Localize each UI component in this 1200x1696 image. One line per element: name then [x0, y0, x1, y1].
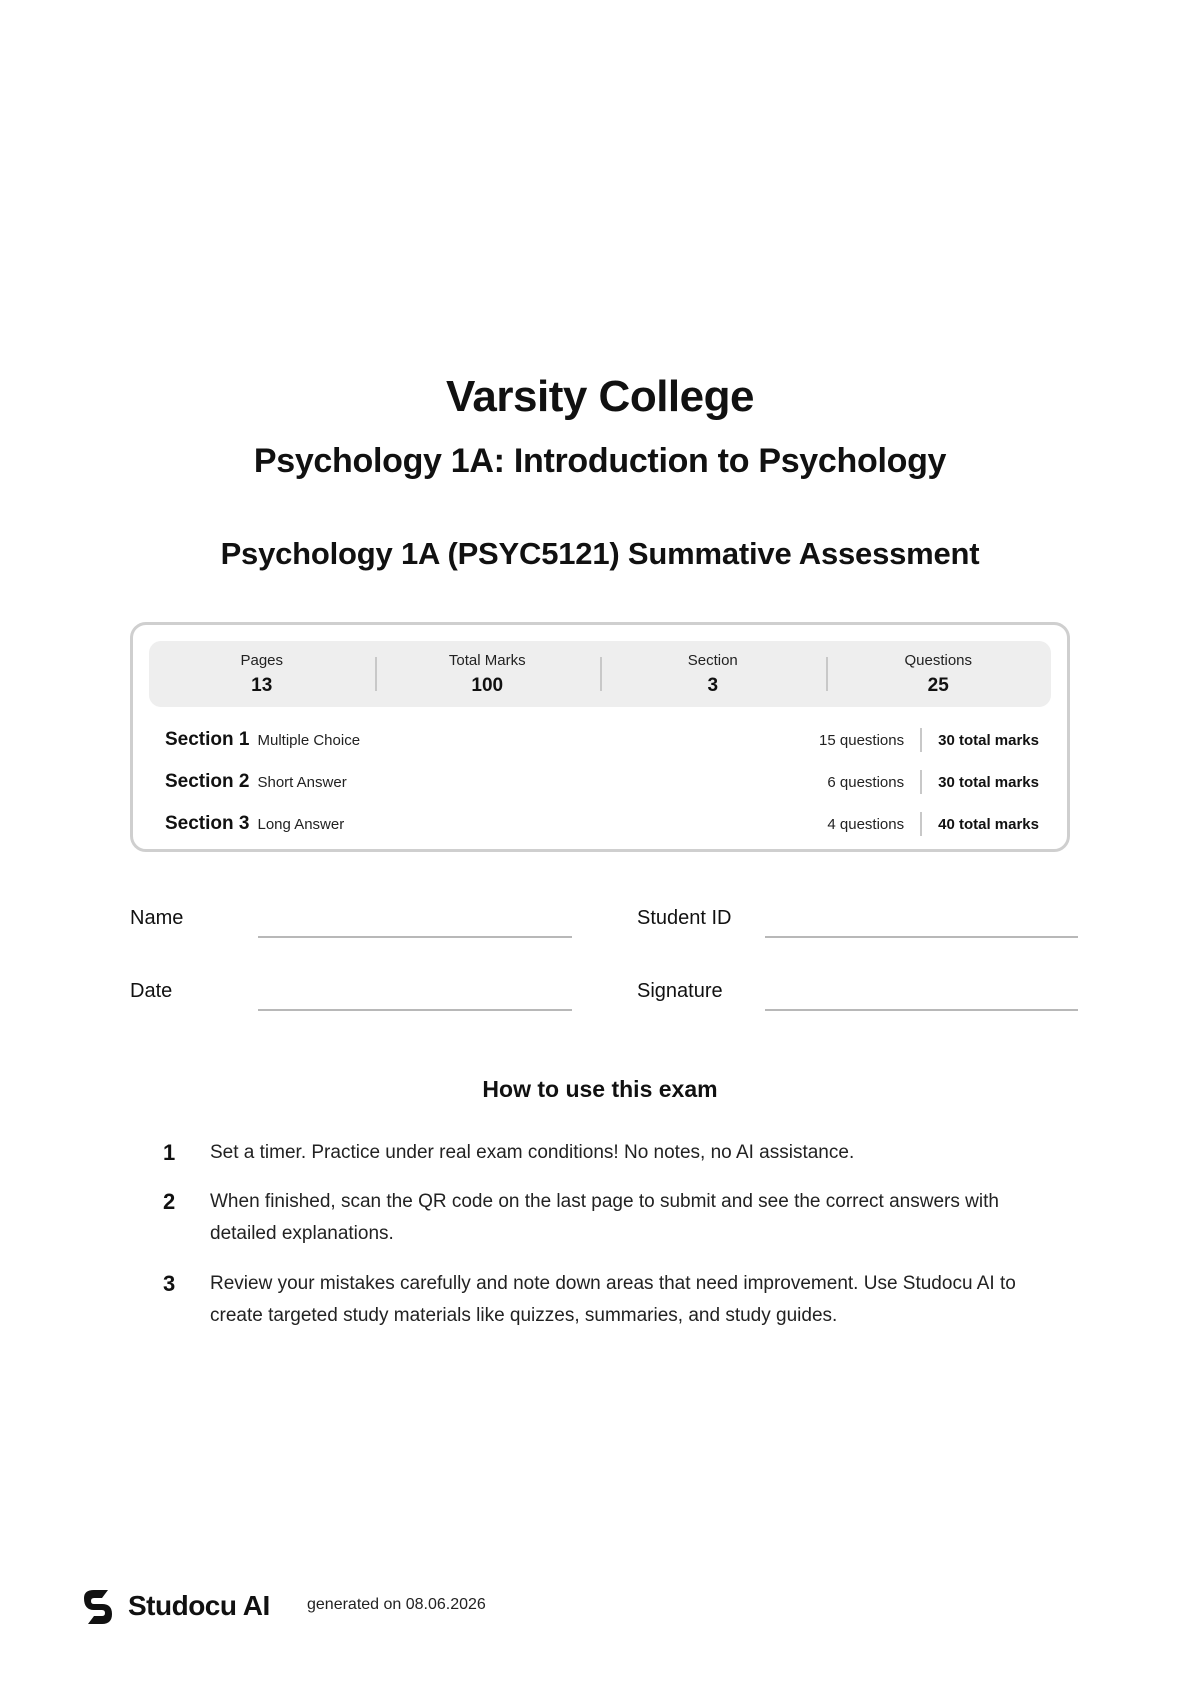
section-question-count: 4 questions	[827, 815, 905, 833]
section-row-1	[165, 725, 1039, 755]
signature-label: Signature	[637, 980, 723, 1002]
step-text: When finished, scan the QR code on the last page to submit and see the correct answers with detailed explanations.	[210, 1191, 999, 1244]
section-type: Short Answer	[257, 773, 347, 791]
step-number: 3	[163, 1271, 176, 1296]
stat-label: Section	[687, 651, 738, 669]
stat-value: 25	[927, 674, 949, 696]
step-text: Review your mistakes carefully and note down areas that need improvement. Use Studocu AI to create targeted study materials like quizzes, summaries, and study guides.	[210, 1273, 1016, 1326]
section-question-count: 15 questions	[819, 731, 905, 749]
section-marks: 30 total marks	[938, 773, 1039, 791]
section-type: Multiple Choice	[257, 731, 361, 749]
stat-questions	[826, 641, 1052, 707]
section-row-2	[165, 767, 1039, 797]
name-field[interactable]	[258, 936, 572, 938]
exam-stats-bar	[149, 641, 1051, 707]
stat-label: Questions	[904, 651, 973, 669]
exam-summary-box	[130, 622, 1070, 852]
section-marks: 40 total marks	[938, 815, 1039, 833]
institution-title: Varsity College	[446, 372, 754, 421]
studocu-logo-icon	[80, 1588, 116, 1626]
footer-brand: Studocu AI	[128, 1590, 270, 1621]
section-marks: 30 total marks	[938, 731, 1039, 749]
name-label: Name	[130, 907, 184, 929]
generated-date: generated on 08.06.2026	[307, 1596, 486, 1613]
section-name: Section 1	[165, 729, 250, 750]
date-field[interactable]	[258, 1009, 572, 1011]
stat-total-marks	[375, 641, 601, 707]
stat-label: Total Marks	[448, 651, 526, 669]
student-id-field[interactable]	[765, 936, 1078, 938]
course-title: Psychology 1A: Introduction to Psychology	[253, 442, 947, 480]
stat-pages	[149, 641, 375, 707]
section-name: Section 3	[165, 813, 250, 834]
assessment-title: Psychology 1A (PSYC5121) Summative Assessment	[220, 536, 980, 571]
step-number: 1	[163, 1140, 176, 1165]
stat-section	[600, 641, 826, 707]
section-question-count: 6 questions	[827, 773, 905, 791]
step-number: 2	[163, 1189, 176, 1214]
date-label: Date	[130, 980, 173, 1002]
student-id-label: Student ID	[637, 907, 732, 929]
section-row-3	[165, 809, 1039, 839]
signature-field[interactable]	[765, 1009, 1078, 1011]
section-name: Section 2	[165, 771, 250, 792]
stat-label: Pages	[240, 651, 284, 669]
stat-value: 100	[471, 674, 504, 696]
section-type: Long Answer	[257, 815, 345, 833]
step-text: Set a timer. Practice under real exam conditions! No notes, no AI assistance.	[210, 1142, 855, 1163]
stat-value: 3	[707, 674, 719, 696]
instructions-title: How to use this exam	[482, 1076, 718, 1102]
stat-value: 13	[251, 674, 273, 696]
